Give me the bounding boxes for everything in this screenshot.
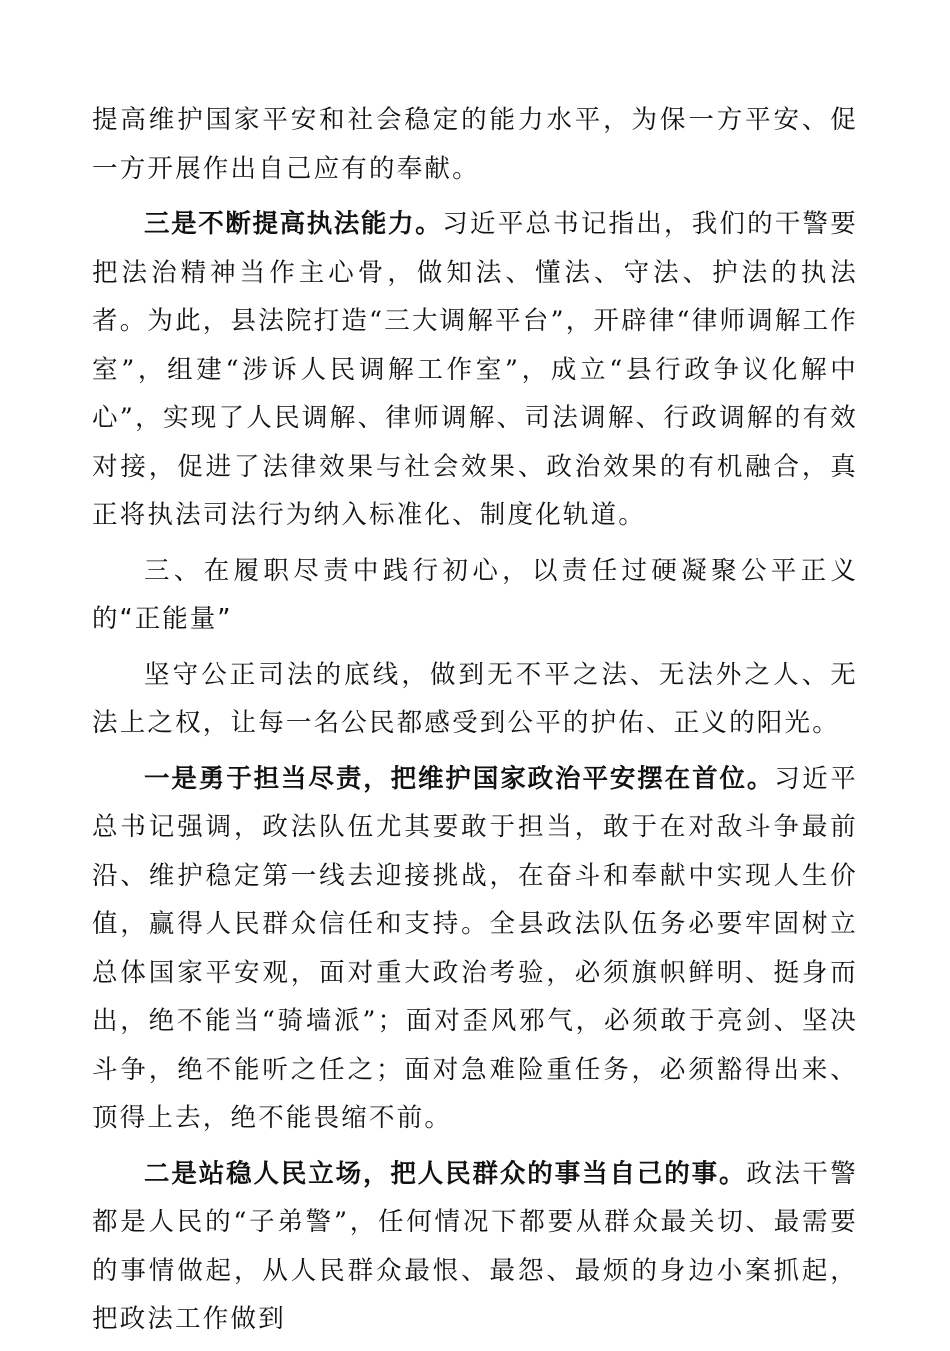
paragraph-lead-bold: 一是勇于担当尽责，把维护国家政治平安摆在首位。	[144, 763, 775, 794]
paragraph-lead-bold: 二是站稳人民立场，把人民群众的事当自己的事。	[144, 1158, 747, 1189]
paragraph-text: 坚守公正司法的底线，做到无不平之法、无法外之人、无法上之权，让每一名公民都感受到公平的护佑、正义的阳光。	[92, 659, 858, 738]
paragraph-enforcement-capacity	[92, 200, 858, 540]
paragraph-continuation	[92, 96, 858, 193]
paragraph-text: 习近平总书记强调，政法队伍尤其要敢于担当，敢于在对敌斗争最前沿、维护稳定第一线去迎接挑战，在奋斗和奉献中实现人生价值，赢得人民群众信任和支持。全县政法队伍务必要牢固树立总体国家平安观，面对重大政治考验，必须旗帜鲜明、挺身而出，绝不能当“骑墙派”；面对歪风邪气，必须敢于亮剑、坚决斗争，绝不能听之任之；面对急难险重任务，必须豁得出来、顶得上去，绝不能畏缩不前。	[92, 763, 858, 1133]
paragraph-people-stance	[92, 1150, 858, 1344]
paragraph-political-security	[92, 755, 858, 1143]
section-heading	[92, 547, 858, 644]
paragraph-lead-bold: 三是不断提高执法能力。	[144, 209, 443, 239]
document-page	[92, 96, 858, 1351]
paragraph-text: 政法干警都是人民的“子弟警”，任何情况下都要从群众最关切、最需要的事情做起，从人民群众最恨、最怨、最烦的身边小案抓起，把政法工作做到	[92, 1158, 858, 1334]
paragraph-text: 提高维护国家平安和社会稳定的能力水平，为保一方平安、促一方开展作出自己应有的奉献。	[92, 105, 858, 184]
paragraph-text: 习近平总书记指出，我们的干警要把法治精神当作主心骨，做知法、懂法、守法、护法的执法者。为此，县法院打造“三大调解平台”，开辟律“律师调解工作室”，组建“涉诉人民调解工作室”，成立“县行政争议化解中心”，实现了人民调解、律师调解、司法调解、行政调解的有效对接，促进了法律效果与社会效果、政治效果的有机融合，真正将执法司法行为纳入标准化、制度化轨道。	[92, 209, 858, 530]
section-heading-text: 三、在履职尽责中践行初心，以责任过硬凝聚公平正义的“正能量”	[92, 555, 858, 634]
paragraph-section-intro	[92, 651, 858, 748]
